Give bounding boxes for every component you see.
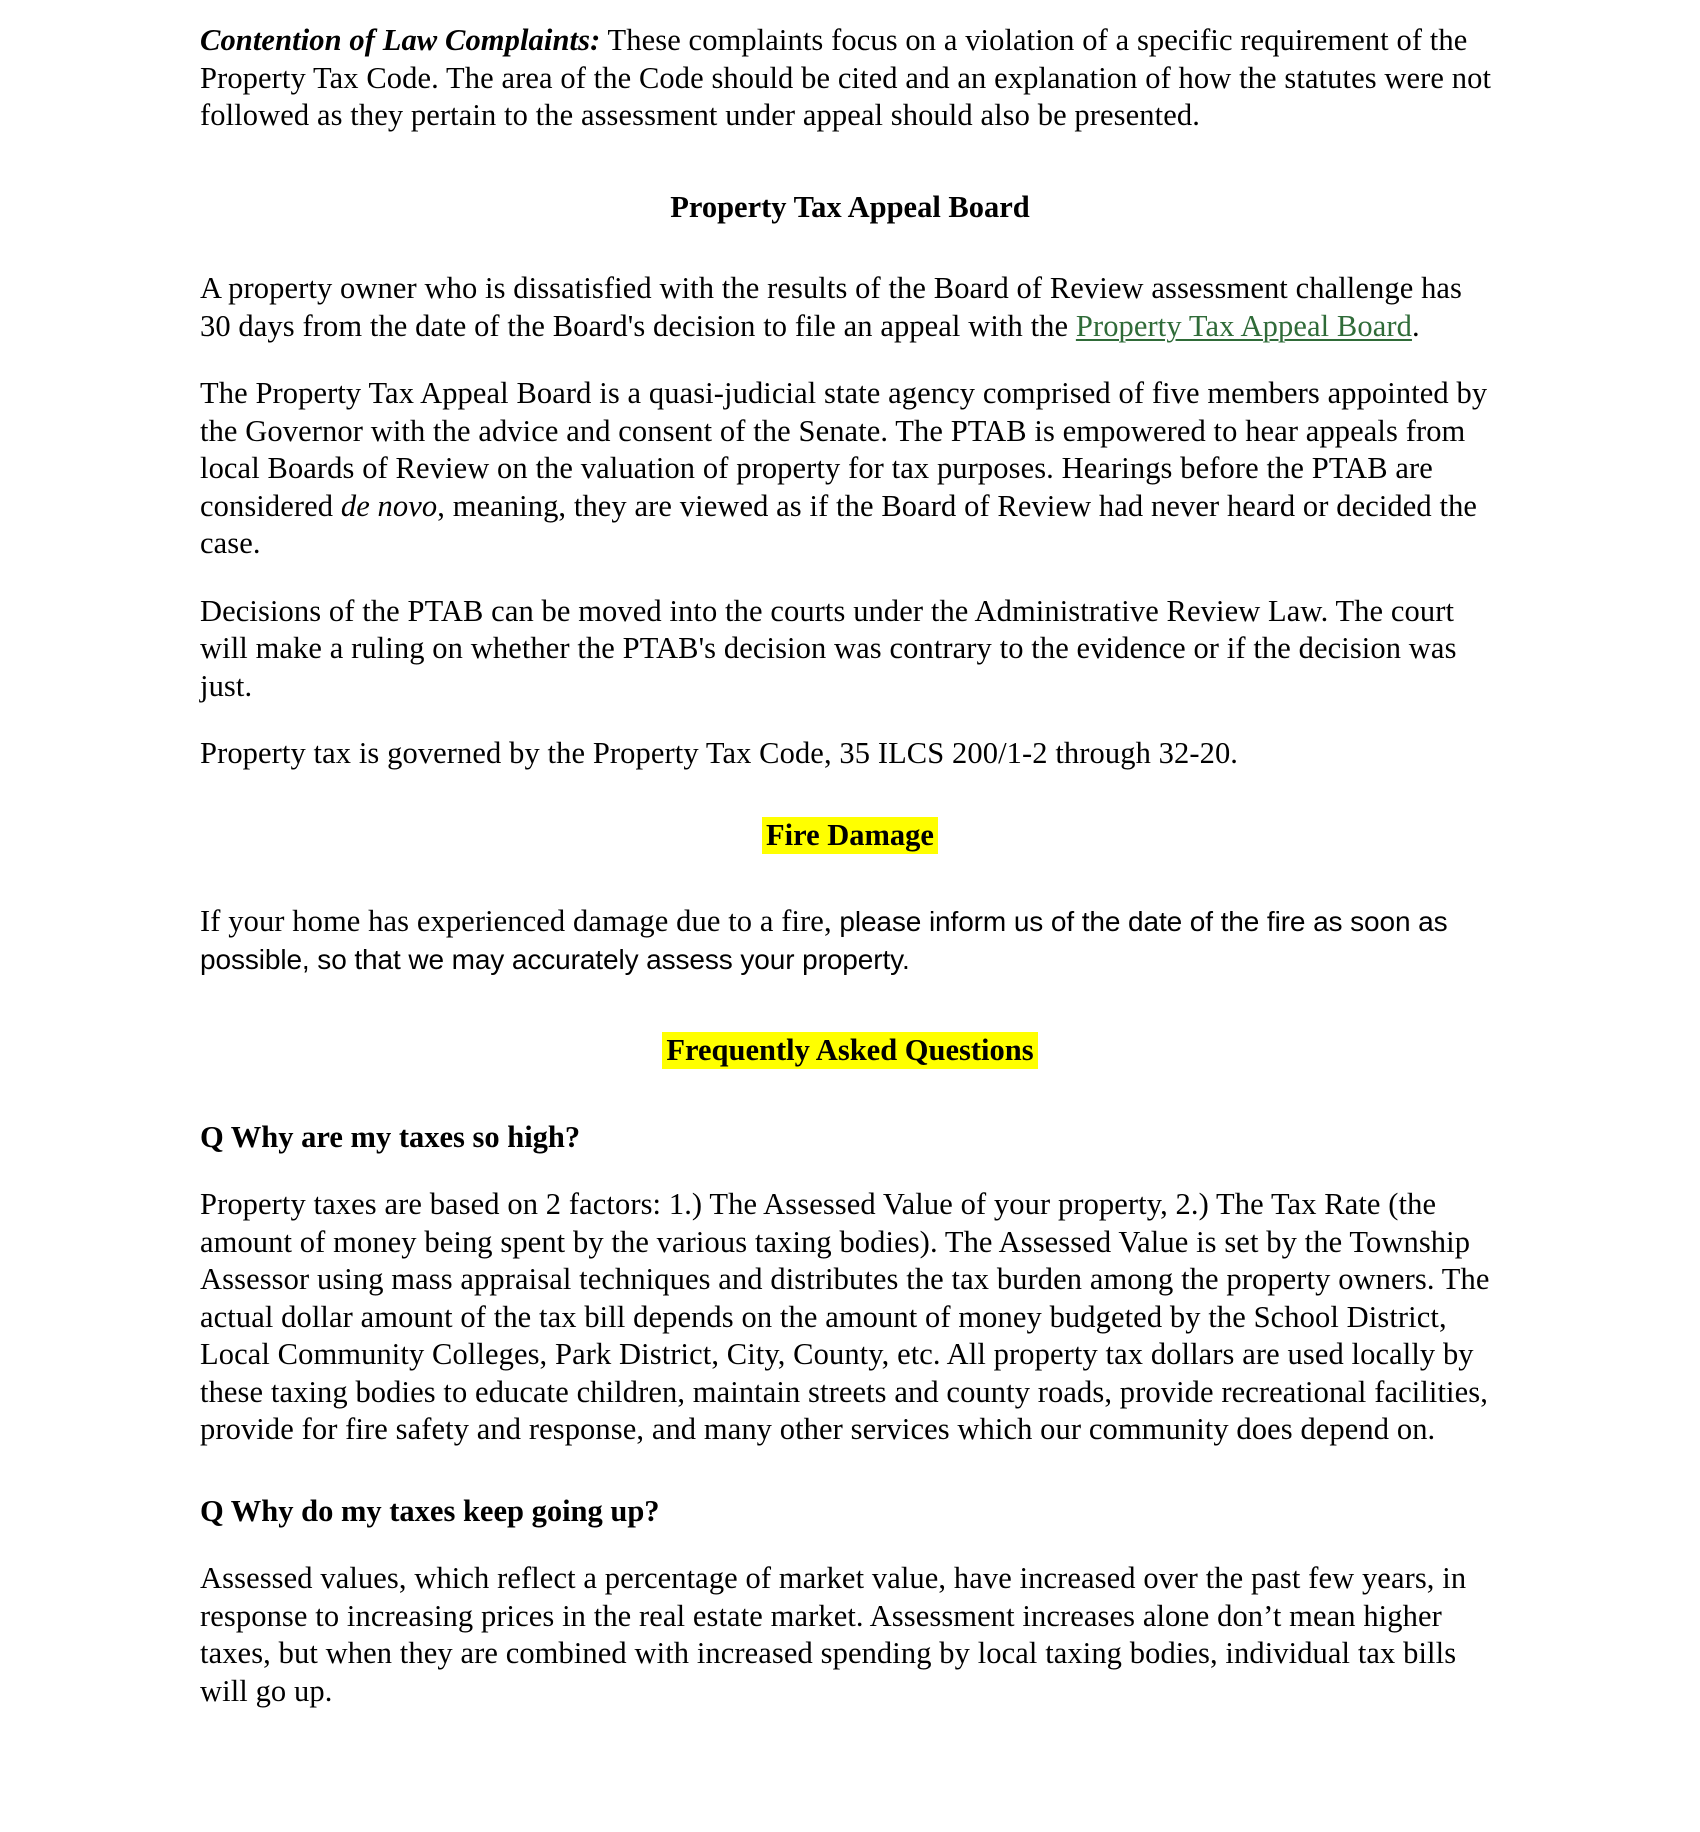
ptab-intro-after-link: . (1411, 308, 1420, 343)
fire-damage-sans-run: please inform us of the date of the fire as soon as possible, so that we may accurately assess your property. (200, 906, 1448, 975)
fire-damage-paragraph (200, 903, 1500, 978)
faq-question-2: Q Why do my taxes keep going up? (200, 1493, 660, 1528)
contention-of-law-paragraph (200, 22, 1500, 135)
faq-heading (200, 1032, 1500, 1075)
faq-answer-2: Assessed values, which reflect a percentage of market value, have increased over the past few years, in response to increasing prices in the real estate market. Assessment increases alone don’t mean higher taxes, but when they are combined with increased spending by local taxing bodies, individual tax bills will go up. (200, 1561, 1467, 1708)
de-novo-italic-term: de novo (340, 488, 438, 523)
ptab-intro-paragraph (200, 270, 1500, 345)
contention-body: These complaints focus on a violation of a specific requirement of the Property Tax Code. The area of the Code should be cited and an explanation of how the statutes were not followed as they pertain to the assessment under appeal should also be presented. (200, 23, 1492, 132)
spacer (200, 889, 1500, 903)
spacer (200, 1008, 1500, 1032)
ptab-description-part-2: , meaning, they are viewed as if the Board of Review had never heard or decided the case. (200, 488, 1478, 560)
ptab-description-part-1: The Property Tax Appeal Board is a quasi-judicial state agency comprised of five members appointed by the Governor with the advice and consent of the Senate. The PTAB is empowered to hear appeals from local Boards of Review on the valuation of property for tax purposes. Hearings before the PTAB are considered (200, 376, 1488, 523)
spacer (200, 256, 1500, 270)
property-tax-appeal-board-link[interactable]: Property Tax Appeal Board (1075, 308, 1412, 343)
fire-damage-heading (200, 817, 1500, 860)
fire-damage-heading-text: Fire Damage (762, 817, 938, 854)
ptab-description-paragraph (200, 375, 1500, 563)
ptab-intro-before-link: A property owner who is dissatisfied with the results of the Board of Review assessment challenge has 30 days from the date of the Board's decision to file an appeal with the (200, 271, 1463, 343)
spacer (200, 803, 1500, 817)
spacer (200, 1479, 1500, 1493)
ptab-section-heading: Property Tax Appeal Board (670, 189, 1030, 224)
contention-lead-in: Contention of Law Complaints: (200, 23, 601, 57)
ptab-court-review-paragraph: Decisions of the PTAB can be moved into the courts under the Administrative Review Law. The court will make a ruling on whether the PTAB's decision was contrary to the evidence or if the decision was just. (200, 593, 1457, 703)
faq-answer-1: Property taxes are based on 2 factors: 1.) The Assessed Value of your property, 2.) The Tax Rate (the amount of money being spent by the various taxing bodies). The Assessed Value is set by the Township Assessor using mass appraisal techniques and distributes the tax burden among the property owners. The actual dollar amount of the tax bill depends on the amount of money budgeted by the School District, Local Community Colleges, Park District, City, County, etc. All property tax dollars are used locally by these taxing bodies to educate children, maintain streets and county roads, provide recreational facilities, provide for fire safety and response, and many other services which our community does depend on. (200, 1187, 1490, 1446)
faq-heading-text: Frequently Asked Questions (662, 1032, 1037, 1069)
faq-question-1: Q Why are my taxes so high? (200, 1119, 581, 1154)
spacer (200, 165, 1500, 189)
fire-damage-serif-run: If your home has experienced damage due to a fire, (200, 904, 832, 938)
spacer (200, 1105, 1500, 1119)
property-tax-code-citation-paragraph: Property tax is governed by the Property Tax Code, 35 ILCS 200/1-2 through 32-20. (200, 736, 1239, 770)
